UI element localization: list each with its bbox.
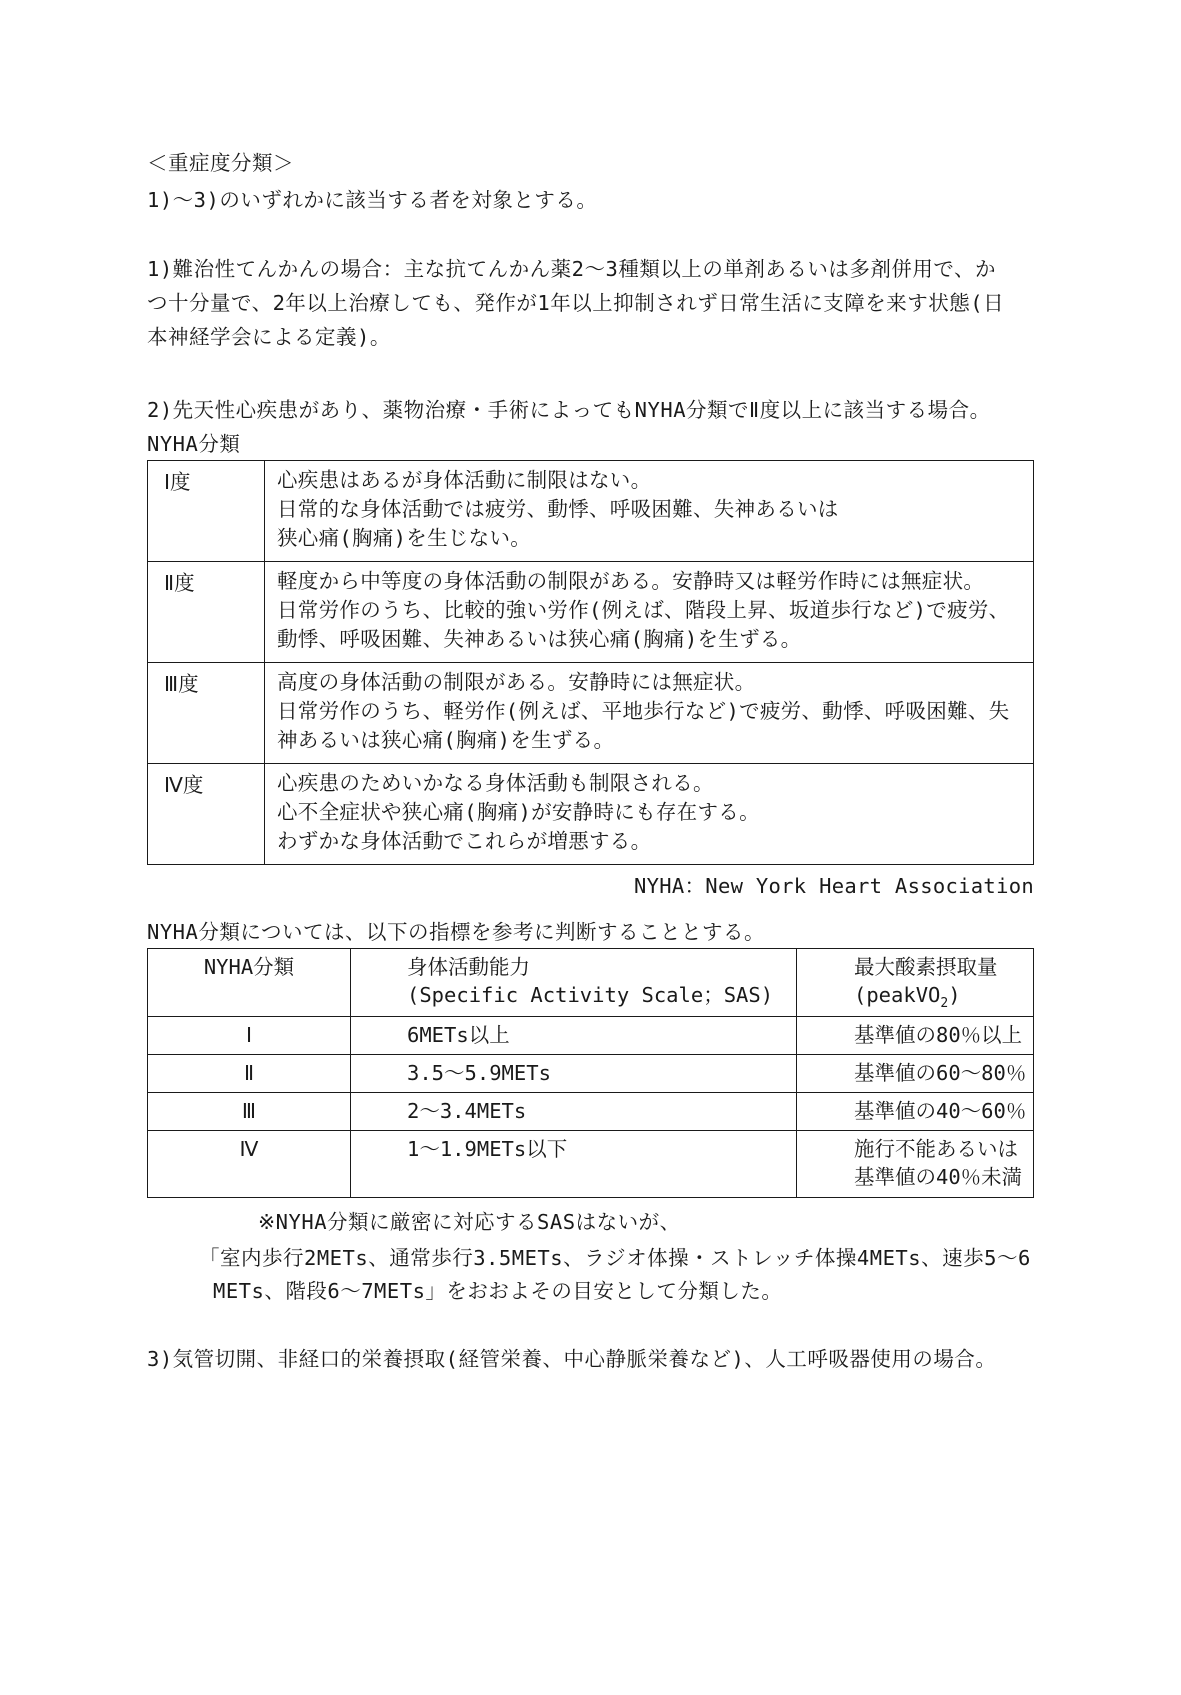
header-vo2 [797, 949, 1034, 1017]
cell-nyha: Ⅱ [148, 1055, 351, 1093]
header-sas [351, 949, 797, 1017]
sas-note-line: 「室内歩行2METs、通常歩行3.5METs、ラジオ体操・ストレッチ体操4METs、速歩5～6 [199, 1246, 1031, 1270]
cell-vo2-line: 基準値の40％未満 [854, 1165, 1023, 1189]
nyha-description-line: 高度の身体活動の制限がある。安静時には無症状。 [277, 670, 756, 694]
header-sas-line: (Specific Activity Scale；SAS) [407, 983, 774, 1007]
cell-nyha: Ⅳ [148, 1131, 351, 1198]
nyha-description-line: 狭心痛(胸痛)を生じない。 [277, 526, 532, 550]
header-vo2-line: 最大酸素摂取量 [854, 955, 998, 979]
table-row [148, 562, 1034, 663]
criterion-1-line: 1)難治性てんかんの場合：主な抗てんかん薬2～3種類以上の単剤あるいは多剤併用で、か [147, 257, 996, 281]
nyha-description-line: 心疾患はあるが身体活動に制限はない。 [277, 468, 652, 492]
nyha-description-line: 軽度から中等度の身体活動の制限がある。安静時又は軽労作時には無症状。 [277, 569, 985, 593]
nyha-description [265, 764, 1034, 865]
nyha-grade: Ⅲ度 [148, 663, 265, 764]
header-nyha-label: NYHA分類 [203, 955, 295, 979]
nyha-description [265, 562, 1034, 663]
vo2-subscript: 2 [940, 996, 949, 1012]
table-row [148, 1131, 1034, 1198]
intro-text: 1)～3)のいずれかに該当する者を対象とする。 [147, 188, 598, 212]
nyha-description-line: 心不全症状や狭心痛(胸痛)が安静時にも存在する。 [277, 800, 760, 824]
criterion-3: 3)気管切開、非経口的栄養摂取(経管栄養、中心静脈栄養など)、人工呼吸器使用の場合。 [147, 1347, 997, 1371]
table-row [148, 764, 1034, 865]
cell-vo2: 基準値の40～60％ [797, 1093, 1034, 1131]
nyha-description [265, 461, 1034, 562]
nyha-description-line: 日常労作のうち、比較的強い労作(例えば、階段上昇、坂道歩行など)で疲労、 [277, 598, 1010, 622]
cell-sas: 2～3.4METs [351, 1093, 797, 1131]
cell-vo2: 基準値の80％以上 [797, 1017, 1034, 1055]
cell-nyha: Ⅰ [148, 1017, 351, 1055]
page-heading: ＜重症度分類＞ [147, 151, 294, 175]
table-row [148, 1093, 1034, 1131]
table-row [148, 663, 1034, 764]
vo2-suffix: ) [948, 983, 961, 1007]
nyha-grade: Ⅰ度 [148, 461, 265, 562]
criterion-1-line: 本神経学会による定義)。 [147, 325, 391, 349]
cell-sas: 6METs以上 [351, 1017, 797, 1055]
cell-vo2 [797, 1131, 1034, 1198]
nyha-description-line: わずかな身体活動でこれらが増悪する。 [277, 829, 652, 853]
cell-sas: 3.5～5.9METs [351, 1055, 797, 1093]
nyha-description-line: 動悸、呼吸困難、失神あるいは狭心痛(胸痛)を生ずる。 [277, 627, 802, 651]
vo2-prefix: (peakVO [854, 983, 941, 1007]
header-vo2-line [854, 982, 1033, 1010]
nyha-description-line: 日常労作のうち、軽労作(例えば、平地歩行など)で疲労、動悸、呼吸困難、失 [277, 699, 1010, 723]
cell-vo2: 基準値の60～80％ [797, 1055, 1034, 1093]
table-row [148, 1055, 1034, 1093]
table-row [148, 1017, 1034, 1055]
sas-note-line: ※NYHA分類に厳密に対応するSASはないが、 [258, 1210, 681, 1234]
nyha-description-line: 日常的な身体活動では疲労、動悸、呼吸困難、失神あるいは [277, 497, 839, 521]
nyha-classification-table [147, 460, 1034, 865]
reference-intro: NYHA分類については、以下の指標を参考に判断することとする。 [147, 920, 765, 944]
nyha-reference-table [147, 948, 1034, 1198]
header-nyha [148, 949, 351, 1017]
cell-sas: 1～1.9METs以下 [351, 1131, 797, 1198]
criterion-1-line: つ十分量で、2年以上治療しても、発作が1年以上抑制されず日常生活に支障を来す状態(日 [147, 291, 1005, 315]
table-header-row [148, 949, 1034, 1017]
nyha-description-line: 神あるいは狭心痛(胸痛)を生ずる。 [277, 728, 615, 752]
nyha-footnote: NYHA：New York Heart Association [633, 874, 1034, 898]
nyha-description [265, 663, 1034, 764]
criterion-1 [147, 256, 1037, 358]
sas-note-line: METs、階段6～7METs」をおおよその目安として分類した。 [213, 1279, 783, 1303]
table-row [148, 461, 1034, 562]
cell-nyha: Ⅲ [148, 1093, 351, 1131]
nyha-grade: Ⅱ度 [148, 562, 265, 663]
header-sas-line: 身体活動能力 [407, 955, 530, 979]
nyha-table-title: NYHA分類 [147, 432, 241, 456]
nyha-description-line: 心疾患のためいかなる身体活動も制限される。 [277, 771, 714, 795]
nyha-grade: Ⅳ度 [148, 764, 265, 865]
cell-vo2-line: 施行不能あるいは [854, 1137, 1018, 1161]
criterion-2: 2)先天性心疾患があり、薬物治療・手術によってもNYHA分類でⅡ度以上に該当する場合。 [147, 398, 991, 422]
